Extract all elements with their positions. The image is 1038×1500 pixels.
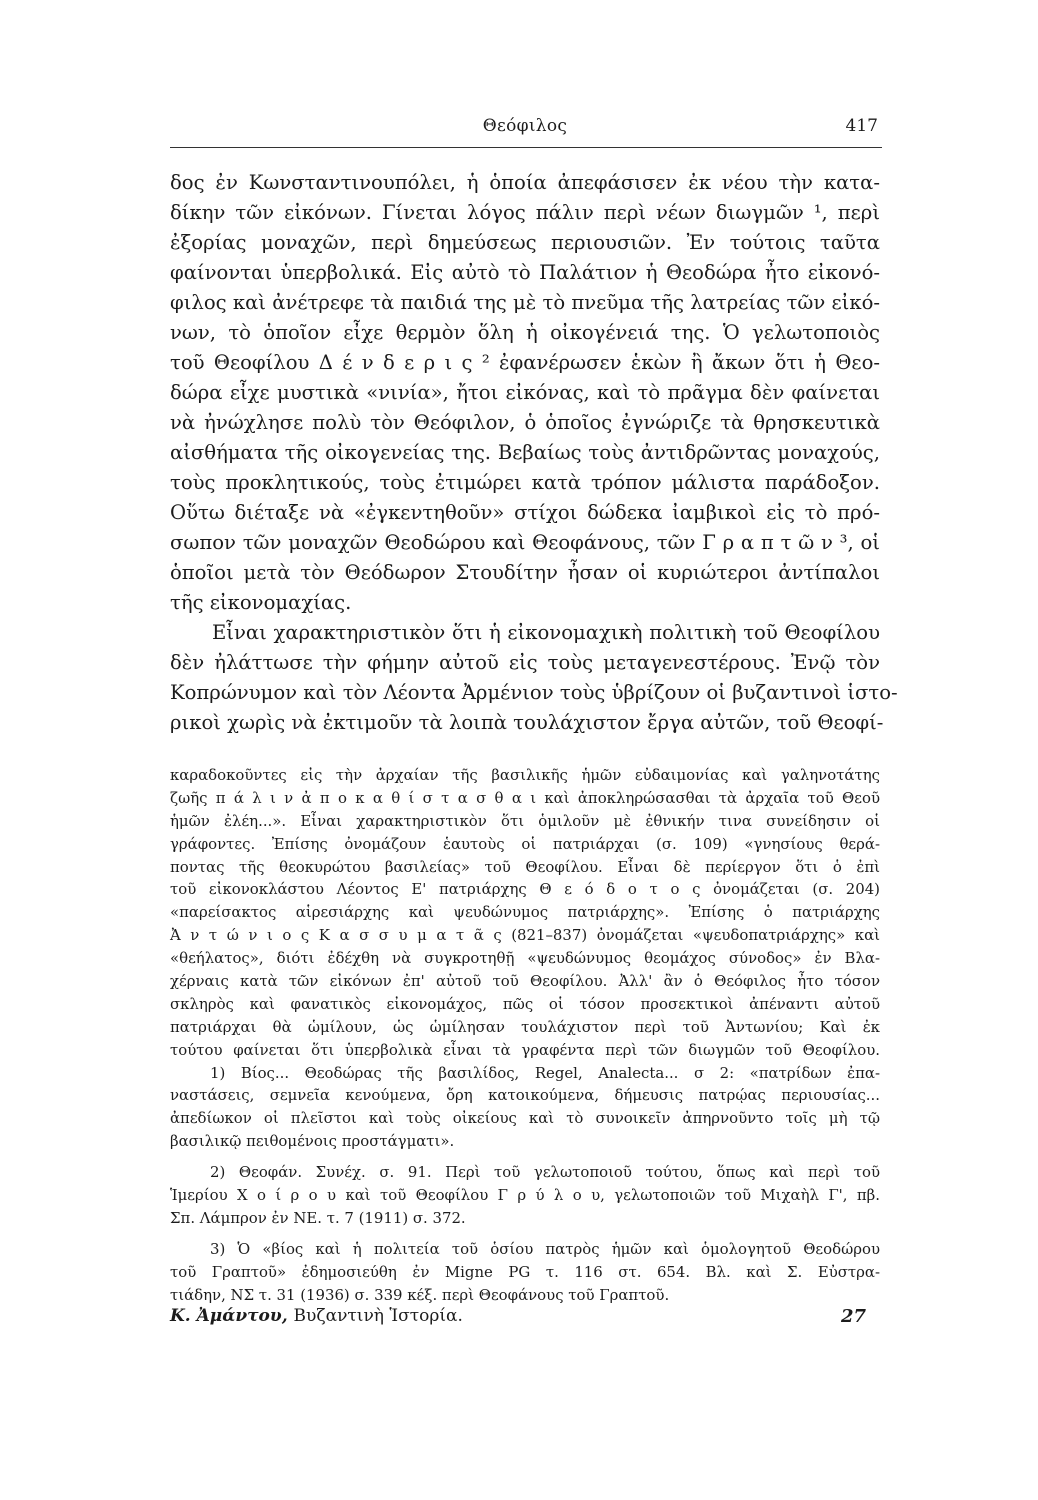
text-line: σωπον τῶν μοναχῶν Θεοδώρου καὶ Θεοφάνους, τῶν Γ ρ α π τ ῶ ν ³, οἱ (170, 531, 880, 554)
text-line: δος ἐν Κωνσταντινουπόλει, ἡ ὁποία ἀπεφάσισεν ἐκ νέου τὴν κατα- (170, 171, 880, 194)
text-line: ἐξορίας μοναχῶν, περὶ δημεύσεως περιουσιῶν. Ἐν τούτοις ταῦτα (170, 231, 880, 254)
footnote-line: ναστάσεις, σεμνεῖα κενούμενα, ὄρη κατοικούμενα, δήμευσις πατρῴας περιουσίας... (170, 1086, 880, 1105)
text-line: Κοπρώνυμον καὶ τὸν Λέοντα Ἀρμένιον τοὺς ὑβρίζουν οἱ βυζαντινοὶ ἱστο- (170, 681, 898, 704)
footnote-line: τούτου φαίνεται ὅτι ὑπερβολικὰ εἶναι τὰ γραφέντα περὶ τῶν διωγμῶν τοῦ Θεοφίλου. (170, 1040, 880, 1059)
footnote-line: πατριάρχαι θὰ ὡμίλουν, ὡς ὡμίλησαν τουλάχιστον περὶ τοῦ Ἀντωνίου; Καὶ ἐκ (170, 1017, 880, 1036)
text-line: δὲν ἠλάττωσε τὴν φήμην αὐτοῦ εἰς τοὺς μεταγενεστέρους. Ἐνῷ τὸν (170, 651, 880, 674)
text-line: Οὕτω διέταξε νὰ «ἐγκεντηθοῦν» στίχοι δώδεκα ἰαμβικοὶ εἰς τὸ πρό- (170, 501, 880, 524)
footnote-line: τιάδην, ΝΣ τ. 31 (1936) σ. 339 κέξ. περὶ Θεοφάνους τοῦ Γραπτοῦ. (170, 1285, 670, 1304)
text-line: δώρα εἶχε μυστικὰ «νινία», ἤτοι εἰκόνας, καὶ τὸ πρᾶγμα δὲν φαίνεται (170, 381, 880, 404)
footer-credit (170, 1306, 463, 1326)
footnote-line: χέρναις κατὰ τῶν εἰκόνων ἐπ' αὐτοῦ τοῦ Θεοφίλου. Ἀλλ' ἂν ὁ Θεόφιλος ἦτο τόσον (170, 972, 880, 991)
footnote-line: ἀπεδίωκον οἱ πλεῖστοι καὶ τοὺς οἰκείους καὶ τὸ συνοικεῖν ἀπηρνοῦντο τοῖς μὴ τῷ (170, 1109, 880, 1128)
footnotes (170, 764, 880, 1306)
text-line: αἰσθήματα τῆς οἰκογενείας της. Βεβαίως τοὺς ἀντιδρῶντας μοναχούς, (170, 441, 880, 464)
footer-book-title: Βυζαντινὴ Ἱστορία. (293, 1306, 463, 1326)
main-text (170, 168, 898, 738)
footnote-line: βασιλικῷ πειθομένοις προστάγματι». (170, 1132, 455, 1151)
footnote-line: γράφοντες. Ἐπίσης ὀνομάζουν ἑαυτοὺς οἱ πατριάρχαι (σ. 109) «γνησίους θερά- (170, 834, 880, 853)
text-line: τῆς εἰκονομαχίας. (170, 591, 352, 614)
footnote-line: «παρείσακτος αἱρεσιάρχης καὶ ψευδώνυμος πατριάρχης». Ἐπίσης ὁ πατριάρχης (170, 903, 880, 922)
paragraph-start-line: Εἶναι χαρακτηριστικὸν ὅτι ἡ εἰκονομαχικὴ πολιτικὴ τοῦ Θεοφίλου (212, 621, 880, 644)
footnote-line: τοῦ Γραπτοῦ» ἐδημοσιεύθη ἐν Migne PG τ. 116 στ. 654. Βλ. καὶ Σ. Εὐστρα- (170, 1262, 880, 1281)
footnote-line: καραδοκοῦντες εἰς τὴν ἀρχαίαν τῆς βασιλικῆς ἡμῶν εὐδαιμονίας καὶ γαληνοτάτης (170, 766, 880, 784)
footnote-line: σκληρὸς καὶ φανατικὸς εἰκονομάχος, πῶς οἱ τόσον προσεκτικοὶ ἀπέναντι αὐτοῦ (170, 994, 880, 1013)
footnote-1: 1) Βίος... Θεοδώρας τῆς βασιλίδος, Regel, Analecta... σ 2: «πατρίδων ἐπα- (210, 1063, 880, 1082)
header-rule (170, 147, 882, 148)
text-line: φιλος καὶ ἀνέτρεφε τὰ παιδιά της μὲ τὸ πνεῦμα τῆς λατρείας τῶν εἰκό- (170, 291, 880, 314)
footnote-line: τοῦ εἰκονοκλάστου Λέοντος Ε' πατριάρχης Θ ε ό δ ο τ ο ς ὀνομάζεται (σ. 204) (170, 880, 880, 899)
text-line: τοὺς προκλητικούς, τοὺς ἐτιμώρει κατὰ τρόπον μάλιστα παράδοξον. (170, 471, 880, 494)
text-line: νων, τὸ ὁποῖον εἶχε θερμὸν ὅλη ἡ οἰκογένειά της. Ὁ γελωτοποιὸς (170, 321, 880, 344)
page-number: 417 (845, 116, 878, 136)
text-line: τοῦ Θεοφίλου Δ έ ν δ ε ρ ι ς ² ἐφανέρωσεν ἑκὼν ἢ ἄκων ὅτι ἡ Θεο- (170, 351, 880, 374)
footnote-line: ἡμῶν ἐλέη...». Εἶναι χαρακτηριστικὸν ὅτι ὁμιλοῦν μὲ ἐθνικήν τινα συνείδησιν οἱ (170, 811, 880, 830)
footnote-2: 2) Θεοφάν. Συνέχ. σ. 91. Περὶ τοῦ γελωτοποιοῦ τούτου, ὅπως καὶ περὶ τοῦ (210, 1163, 880, 1182)
footnote-line: ποντας τῆς θεοκυρώτου βασιλείας» τοῦ Θεοφίλου. Εἶναι δὲ περίεργον ὅτι ὁ ἐπὶ (170, 857, 880, 876)
page-header (170, 116, 880, 146)
signature-number: 27 (840, 1306, 866, 1327)
text-line: ρικοὶ χωρὶς νὰ ἐκτιμοῦν τὰ λοιπὰ τουλάχιστον ἔργα αὐτῶν, τοῦ Θεοφί- (170, 711, 884, 734)
text-line: δίκην τῶν εἰκόνων. Γίνεται λόγος πάλιν περὶ νέων διωγμῶν ¹, περὶ (170, 201, 880, 224)
text-line: ὁποῖοι μετὰ τὸν Θεόδωρον Στουδίτην ἦσαν οἱ κυριώτεροι ἀντίπαλοι (170, 561, 880, 584)
text-line: νὰ ἠνώχλησε πολὺ τὸν Θεόφιλον, ὁ ὁποῖος ἐγνώριζε τὰ θρησκευτικὰ (170, 411, 880, 434)
page-footer (170, 1306, 880, 1336)
footnote-line: Ἀ ν τ ώ ν ι ο ς Κ α σ σ υ μ α τ ᾶ ς (821–837) ὀνομάζεται «ψευδοπατριάρχης» καὶ (170, 926, 880, 945)
footer-author: Κ. Ἀμάντου, (170, 1306, 288, 1326)
footnote-line: ζωῆς π ά λ ι ν ἀ π ο κ α θ ί σ τ α σ θ α ι καὶ ἀποκληρώσασθαι τὰ ἀρχαῖα τοῦ Θεοῦ (170, 788, 880, 807)
running-title: Θεόφιλος (482, 116, 568, 136)
footnote-line: Σπ. Λάμπρον ἐν ΝΕ. τ. 7 (1911) σ. 372. (170, 1208, 466, 1227)
footnote-line: Ἱμερίου Χ ο ί ρ ο υ καὶ τοῦ Θεοφίλου Γ ρ ύ λ ο υ, γελωτοποιῶν τοῦ Μιχαὴλ Γ', πβ. (170, 1186, 880, 1205)
text-line: φαίνονται ὑπερβολικά. Εἰς αὐτὸ τὸ Παλάτιον ἡ Θεοδώρα ἦτο εἰκονό- (170, 261, 880, 284)
footnote-line: «θεήλατος», διότι ἐδέχθη νὰ συγκροτηθῇ «ψευδώνυμος θεομάχος σύνοδος» ἐν Βλα- (170, 949, 880, 968)
footnote-3: 3) Ὁ «βίος καὶ ἡ πολιτεία τοῦ ὁσίου πατρὸς ἡμῶν καὶ ὁμολογητοῦ Θεοδώρου (210, 1239, 880, 1258)
